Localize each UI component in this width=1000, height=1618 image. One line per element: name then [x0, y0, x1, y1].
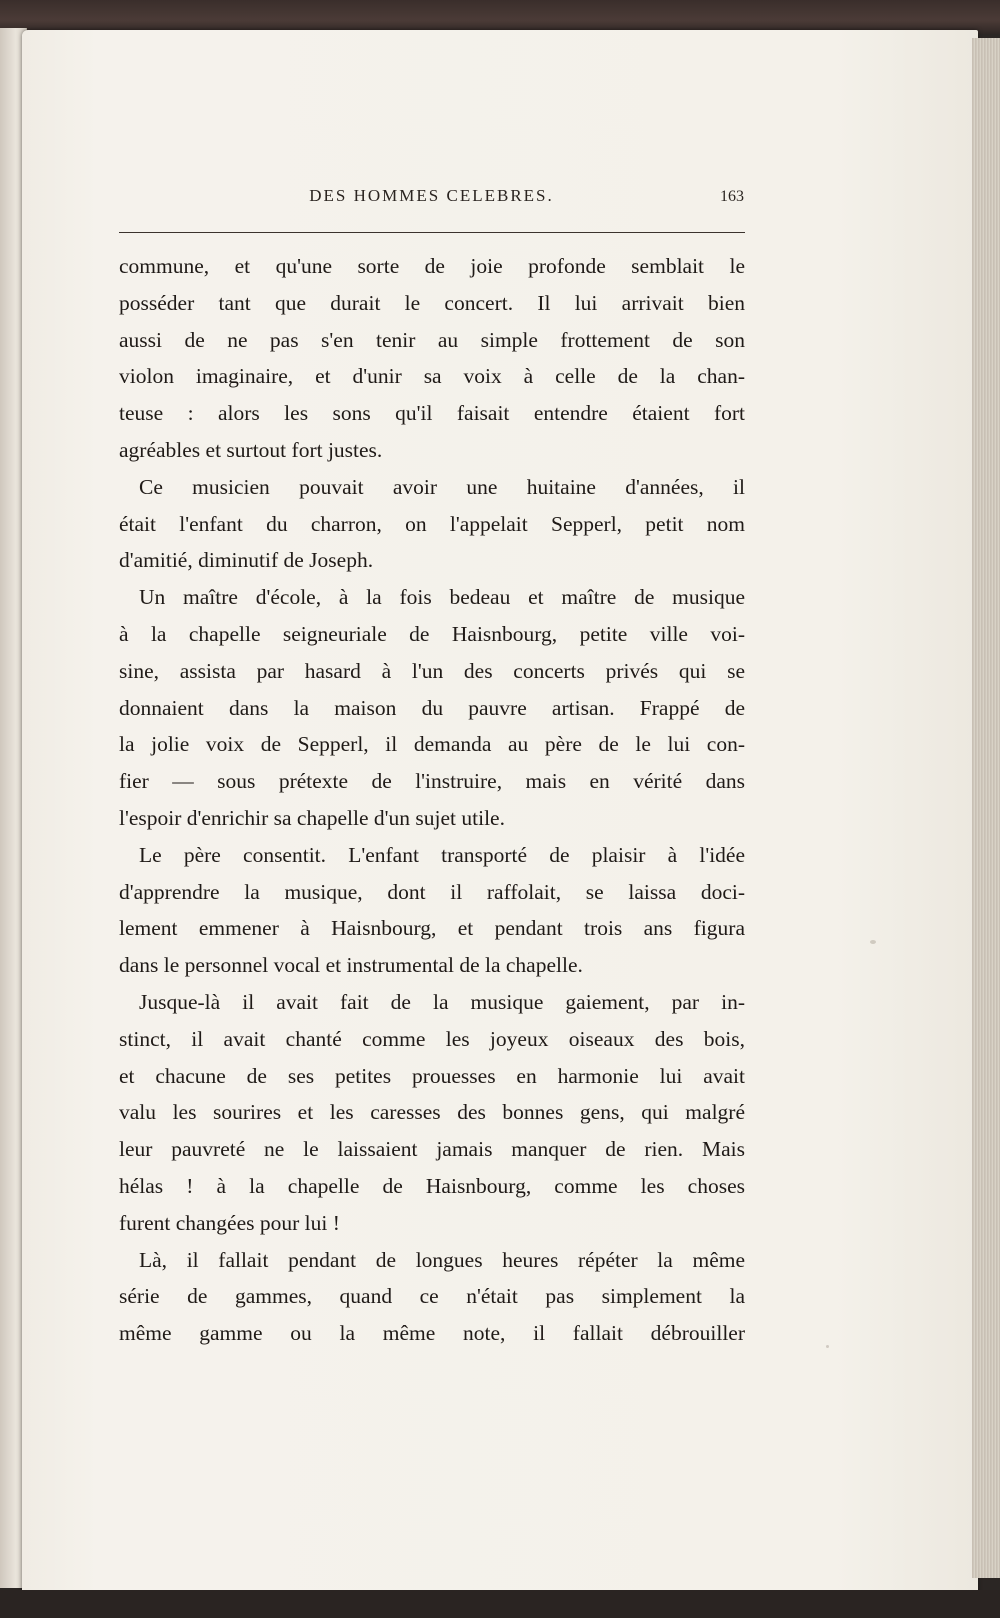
text-line: commune, et qu'une sorte de joie profonde semblait le	[119, 254, 745, 278]
paper-stain	[870, 940, 876, 944]
text-line: même gamme ou la même note, il fallait débrouiller	[119, 1321, 745, 1346]
text-line: agréables et surtout fort justes.	[119, 437, 383, 462]
text-line: lement emmener à Haisnbourg, et pendant trois ans figura	[119, 916, 745, 941]
text-line: et chacune de ses petites prouesses en harmonie lui avait	[119, 1063, 745, 1088]
text-line: hélas ! à la chapelle de Haisnbourg, comme les choses	[119, 1173, 745, 1198]
text-line: Ce musicien pouvait avoir une huitaine d'années, il	[139, 474, 745, 499]
text-line: d'amitié, diminutif de Joseph.	[119, 548, 374, 573]
text-line: l'espoir d'enrichir sa chapelle d'un sujet utile.	[119, 805, 505, 830]
header-rule	[119, 232, 745, 233]
text-line: teuse : alors les sons qu'il faisait entendre étaient fort	[119, 401, 745, 426]
text-line: d'apprendre la musique, dont il raffolait, se laissa doci-	[119, 879, 745, 904]
book-spine-top	[0, 0, 1000, 34]
text-line: violon imaginaire, et d'unir sa voix à celle de la chan-	[119, 364, 745, 389]
book-cover-bottom	[0, 1590, 1000, 1618]
text-line: Là, il fallait pendant de longues heures répéter la même	[139, 1247, 745, 1272]
page-stack-edge	[972, 38, 1000, 1578]
text-line: la jolie voix de Sepperl, il demanda au père de le lui con-	[119, 732, 745, 757]
text-line: stinct, il avait chanté comme les joyeux oiseaux des bois,	[119, 1026, 745, 1051]
text-line: était l'enfant du charron, on l'appelait Sepperl, petit nom	[119, 511, 745, 536]
text-line: donnaient dans la maison du pauvre artisan. Frappé de	[119, 695, 745, 720]
page-header	[119, 186, 744, 216]
page-number: 163	[720, 188, 744, 205]
text-line: Un maître d'école, à la fois bedeau et maître de musique	[139, 585, 745, 610]
text-line: sine, assista par hasard à l'un des concerts privés qui se	[119, 658, 745, 683]
text-line: aussi de ne pas s'en tenir au simple frottement de son	[119, 327, 745, 352]
running-title: DES HOMMES CELEBRES.	[309, 186, 554, 205]
text-line: Jusque-là il avait fait de la musique gaiement, par in-	[139, 989, 745, 1014]
text-line: Le père consentit. L'enfant transporté de plaisir à l'idée	[139, 842, 745, 867]
text-line: valu les sourires et les caresses des bonnes gens, qui malgré	[119, 1100, 745, 1125]
text-line: furent changées pour lui !	[119, 1210, 340, 1235]
body-text	[119, 248, 745, 1352]
text-line: dans le personnel vocal et instrumental de la chapelle.	[119, 953, 583, 978]
text-line: leur pauvreté ne le laissaient jamais manquer de rien. Mais	[119, 1137, 745, 1162]
text-line: fier — sous prétexte de l'instruire, mais en vérité dans	[119, 769, 745, 794]
text-line: posséder tant que durait le concert. Il lui arrivait bien	[119, 290, 745, 315]
text-line: à la chapelle seigneuriale de Haisnbourg, petite ville voi-	[119, 621, 745, 646]
paper-speck	[826, 1345, 829, 1348]
text-line: série de gammes, quand ce n'était pas simplement la	[119, 1284, 745, 1309]
